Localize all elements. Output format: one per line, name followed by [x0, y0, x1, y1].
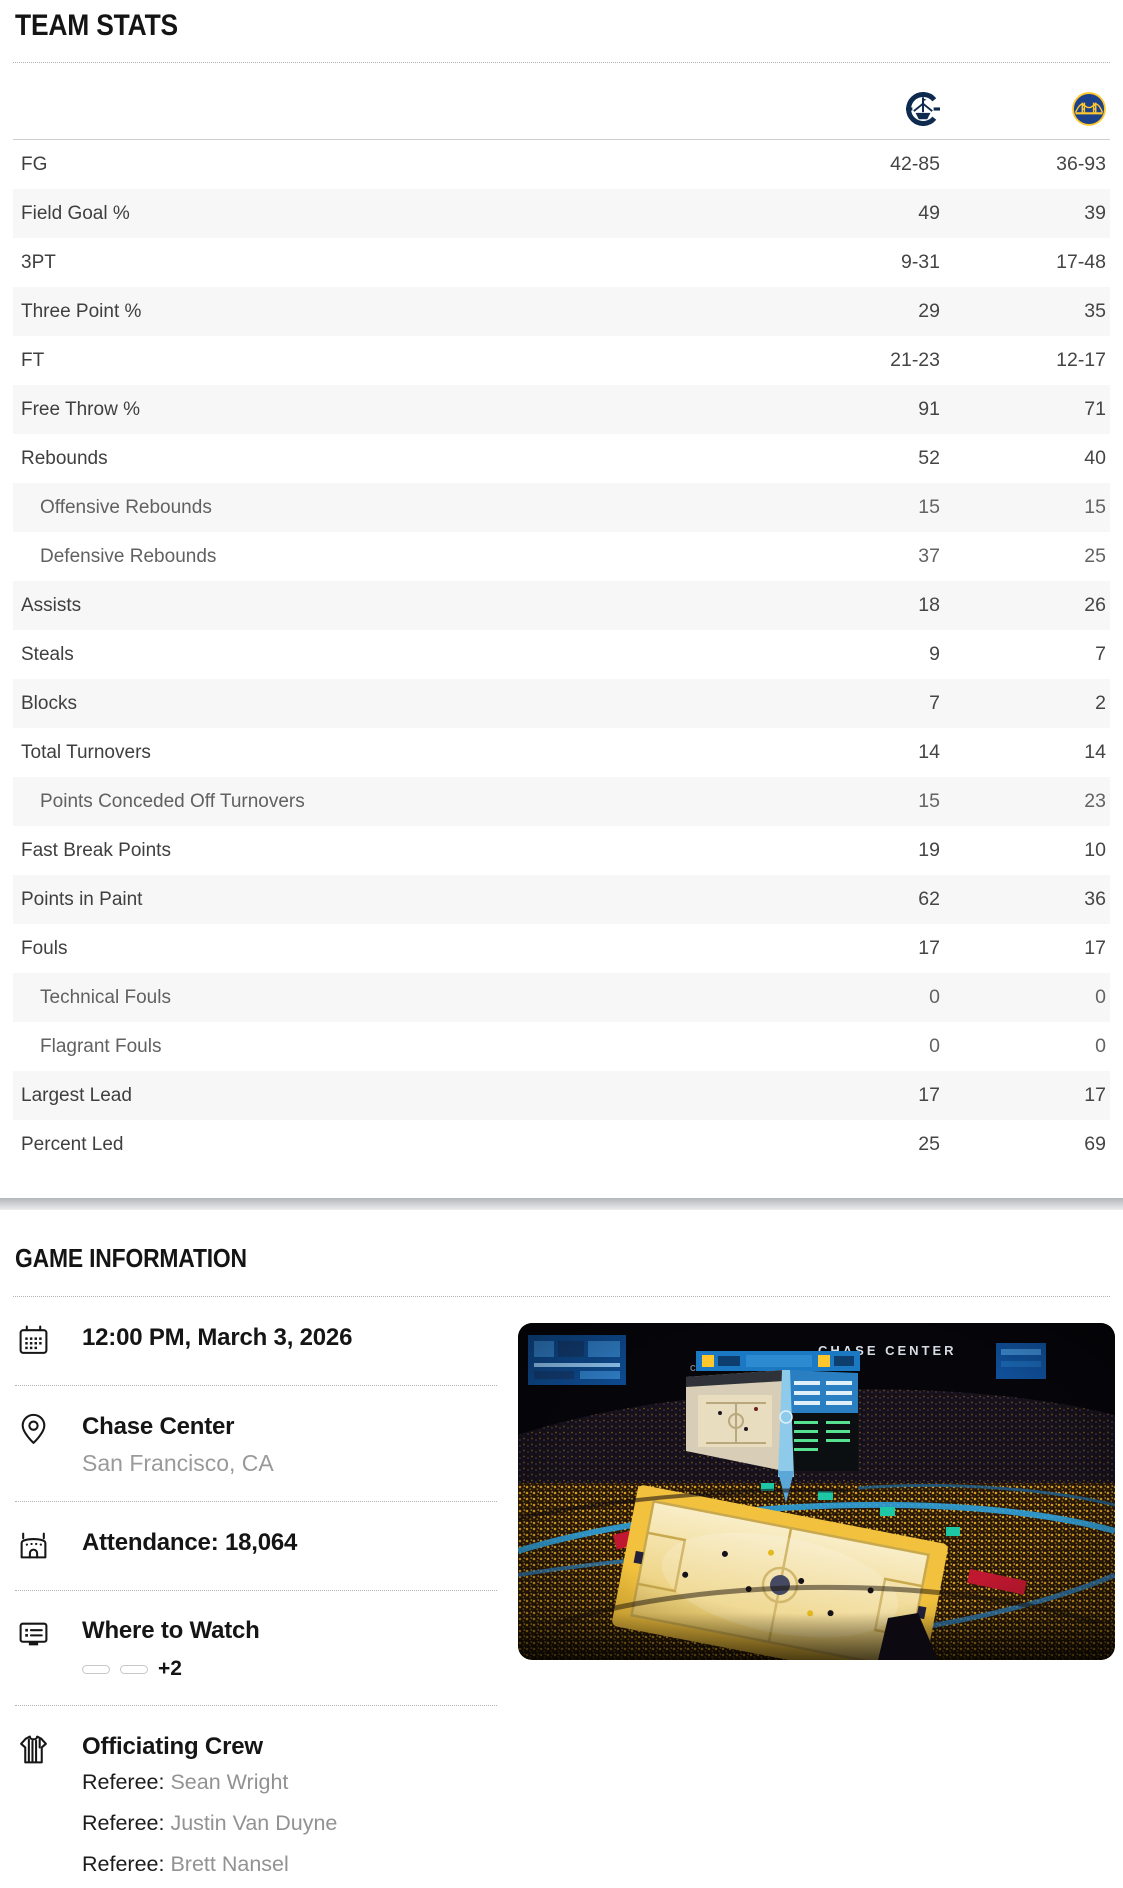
away-value: 14 — [918, 741, 940, 763]
table-row — [13, 434, 1110, 483]
table-row — [13, 336, 1110, 385]
stat-label: Assists — [21, 594, 82, 616]
home-value: 12-17 — [1056, 349, 1106, 371]
team-stats-title: TEAM STATS — [15, 9, 178, 42]
table-row — [13, 238, 1110, 287]
stat-label: Percent Led — [21, 1133, 124, 1155]
referee-line — [82, 1844, 337, 1885]
home-value: 35 — [1084, 300, 1106, 322]
away-value: 7 — [929, 692, 940, 714]
home-value: 17-48 — [1056, 251, 1106, 273]
where-to-watch-item — [15, 1591, 497, 1705]
away-value: 37 — [918, 545, 940, 567]
home-value: 36-93 — [1056, 153, 1106, 175]
stat-label: FG — [21, 153, 48, 175]
away-value: 42-85 — [890, 153, 940, 175]
away-value: 49 — [918, 202, 940, 224]
game-information-title: GAME INFORMATION — [15, 1243, 247, 1273]
stat-label: Points Conceded Off Turnovers — [40, 790, 305, 812]
table-row — [13, 483, 1110, 532]
stat-label: Rebounds — [21, 447, 108, 469]
away-value: 18 — [918, 594, 940, 616]
channel-chip[interactable] — [82, 1665, 110, 1674]
away-value: 52 — [918, 447, 940, 469]
stat-label: Points in Paint — [21, 888, 143, 910]
table-row — [13, 826, 1110, 875]
home-value: 7 — [1095, 643, 1106, 665]
channel-chip[interactable] — [120, 1665, 148, 1674]
home-value: 2 — [1095, 692, 1106, 714]
stat-label: Steals — [21, 643, 74, 665]
game-datetime: 12:00 PM, March 3, 2026 — [82, 1324, 353, 1351]
away-value: 21-23 — [890, 349, 940, 371]
stat-label: FT — [21, 349, 45, 371]
referee-role-label: Referee: — [82, 1770, 165, 1794]
away-value: 19 — [918, 839, 940, 861]
home-value: 15 — [1084, 496, 1106, 518]
arena-photo — [518, 1323, 1115, 1885]
table-row — [13, 385, 1110, 434]
stadium-icon — [17, 1529, 50, 1562]
away-value: 15 — [918, 790, 940, 812]
stat-label: Defensive Rebounds — [40, 545, 217, 567]
table-row — [13, 581, 1110, 630]
away-team-header[interactable] — [774, 92, 940, 126]
table-row — [13, 532, 1110, 581]
warriors-logo[interactable] — [1072, 92, 1106, 126]
table-row — [13, 924, 1110, 973]
venue-location: San Francisco, CA — [82, 1450, 274, 1476]
calendar-icon — [17, 1324, 50, 1357]
home-value: 26 — [1084, 594, 1106, 616]
table-row — [13, 777, 1110, 826]
away-value: 15 — [918, 496, 940, 518]
officiating-crew-title: Officiating Crew — [82, 1733, 263, 1760]
home-team-header[interactable] — [940, 92, 1106, 126]
stat-label: 3PT — [21, 251, 56, 273]
referee-name: Sean Wright — [170, 1770, 289, 1794]
table-row — [13, 140, 1110, 189]
table-row — [13, 1022, 1110, 1071]
officiating-crew-item — [15, 1706, 497, 1885]
referee-name: Brett Nansel — [170, 1852, 289, 1876]
section-separator-bar — [0, 1198, 1123, 1210]
stat-label: Total Turnovers — [21, 741, 151, 763]
stat-label: Field Goal % — [21, 202, 130, 224]
table-row — [13, 630, 1110, 679]
away-value: 9 — [929, 643, 940, 665]
home-value: 17 — [1084, 937, 1106, 959]
home-value: 40 — [1084, 447, 1106, 469]
stat-label: Three Point % — [21, 300, 142, 322]
referee-role-label: Referee: — [82, 1852, 165, 1876]
table-row — [13, 1071, 1110, 1120]
stats-rows — [13, 140, 1110, 1169]
more-channels-button[interactable]: +2 — [158, 1657, 182, 1680]
away-value: 17 — [918, 1084, 940, 1106]
home-value: 25 — [1084, 545, 1106, 567]
away-value: 29 — [918, 300, 940, 322]
table-row — [13, 973, 1110, 1022]
home-value: 0 — [1095, 986, 1106, 1008]
home-value: 23 — [1084, 790, 1106, 812]
venue-name: Chase Center — [82, 1413, 235, 1440]
away-value: 25 — [918, 1133, 940, 1155]
stat-label: Blocks — [21, 692, 77, 714]
referee-line — [82, 1803, 337, 1844]
table-row — [13, 287, 1110, 336]
away-value: 91 — [918, 398, 940, 420]
away-value: 0 — [929, 986, 940, 1008]
home-value: 69 — [1084, 1133, 1106, 1155]
home-value: 17 — [1084, 1084, 1106, 1106]
stat-label: Fouls — [21, 937, 68, 959]
referee-name: Justin Van Duyne — [170, 1811, 338, 1835]
referee-line — [82, 1762, 337, 1803]
attendance-text: Attendance: 18,064 — [82, 1529, 298, 1556]
home-value: 14 — [1084, 741, 1106, 763]
game-info-list — [15, 1297, 497, 1885]
away-value: 0 — [929, 1035, 940, 1057]
game-datetime-item — [15, 1297, 497, 1385]
referee-jersey-icon — [17, 1733, 50, 1766]
away-value: 17 — [918, 937, 940, 959]
where-to-watch-title: Where to Watch — [82, 1617, 260, 1644]
table-row — [13, 1120, 1110, 1169]
location-pin-icon — [17, 1413, 50, 1446]
table-header-row — [13, 63, 1110, 140]
team-stats-table — [13, 63, 1110, 1169]
clippers-logo[interactable] — [906, 92, 940, 126]
stat-label: Largest Lead — [21, 1084, 132, 1106]
broadcast-icon — [17, 1617, 50, 1650]
away-value: 9-31 — [900, 251, 940, 273]
referee-list — [82, 1762, 337, 1885]
table-row — [13, 875, 1110, 924]
stat-label: Offensive Rebounds — [40, 496, 212, 518]
table-row — [13, 728, 1110, 777]
stat-label: Flagrant Fouls — [40, 1035, 162, 1057]
home-value: 39 — [1084, 202, 1106, 224]
home-value: 0 — [1095, 1035, 1106, 1057]
table-row — [13, 679, 1110, 728]
table-row — [13, 189, 1110, 238]
stat-label: Technical Fouls — [40, 986, 171, 1008]
home-value: 10 — [1084, 839, 1106, 861]
stat-label: Free Throw % — [21, 398, 140, 420]
referee-role-label: Referee: — [82, 1811, 165, 1835]
attendance-item — [15, 1502, 497, 1590]
home-value: 71 — [1084, 398, 1106, 420]
away-value: 62 — [918, 888, 940, 910]
home-value: 36 — [1084, 888, 1106, 910]
venue-item — [15, 1386, 497, 1501]
stat-label: Fast Break Points — [21, 839, 171, 861]
